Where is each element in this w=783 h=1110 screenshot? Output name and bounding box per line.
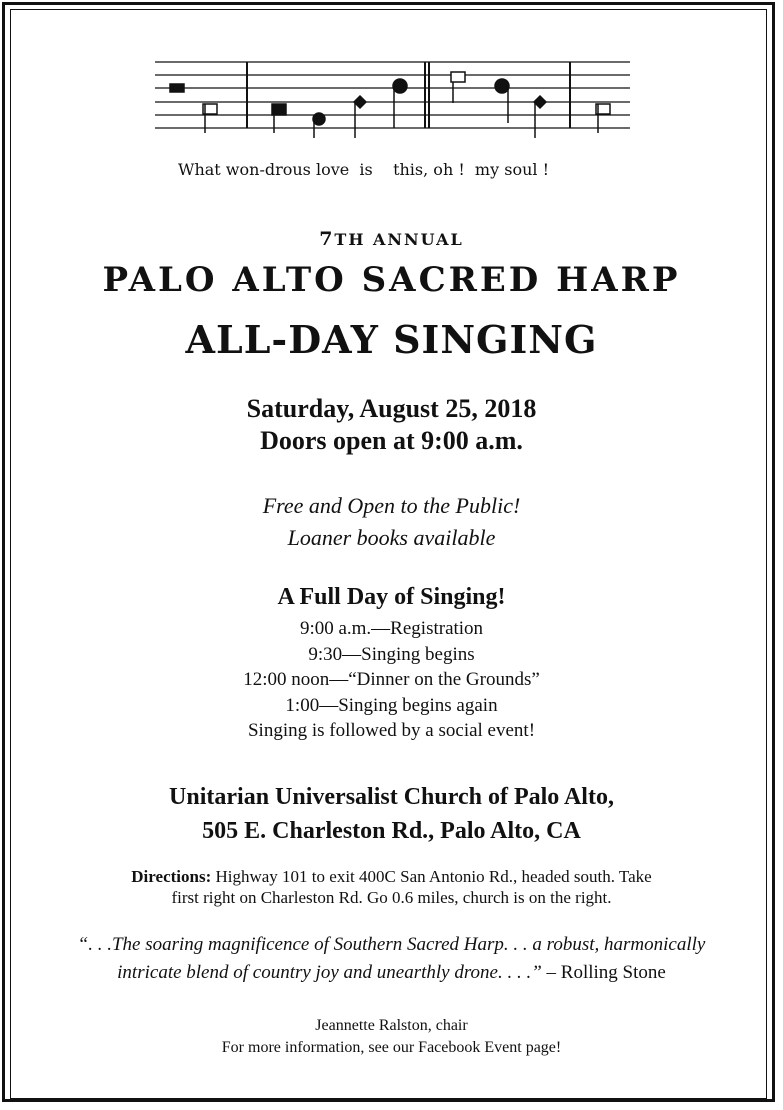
- schedule-item: 1:00—Singing begins again: [285, 694, 498, 716]
- music-lyrics: What won-drous love is this, oh ! my soul !: [178, 160, 550, 179]
- music-staff-illustration: [155, 58, 630, 138]
- more-info: For more information, see our Facebook Event page!: [221, 1039, 562, 1056]
- venue-block: [0, 780, 783, 848]
- footer-block: [0, 1015, 783, 1059]
- schedule-item: 12:00 noon—“Dinner on the Grounds”: [243, 669, 540, 690]
- press-quote: [20, 931, 763, 987]
- chair-credit: Jeannette Ralston, chair: [315, 1017, 468, 1034]
- schedule-heading: A Full Day of Singing!: [277, 584, 506, 610]
- schedule-item: Singing is followed by a social event!: [247, 720, 536, 741]
- annual-label: [0, 228, 783, 250]
- public-notes: [0, 490, 783, 554]
- directions-line-1: Highway 101 to exit 400C San Antonio Rd., headed south. Take: [215, 867, 652, 886]
- venue-address: 505 E. Charleston Rd., Palo Alto, CA: [202, 818, 581, 844]
- event-date-block: [0, 393, 783, 457]
- event-subtitle: ALL-DAY SINGING: [185, 317, 598, 362]
- annual-number: 7: [319, 228, 335, 250]
- directions-label: Directions:: [131, 867, 212, 886]
- event-title: PALO ALTO SACRED HARP: [102, 260, 681, 300]
- event-date: Saturday, August 25, 2018: [246, 394, 537, 423]
- free-open-note: Free and Open to the Public!: [262, 493, 521, 518]
- quote-source: – Rolling Stone: [546, 962, 666, 983]
- doors-open: Doors open at 9:00 a.m.: [260, 426, 523, 455]
- schedule-item: 9:00 a.m.—Registration: [299, 618, 484, 639]
- loaner-books-note: Loaner books available: [287, 525, 496, 550]
- quote-line-1: “. . .The soaring magnificence of Southern Sacred Harp. . . a robust, harmonically: [77, 934, 706, 955]
- venue-name: Unitarian Universalist Church of Palo Alto,: [169, 784, 614, 810]
- directions-block: [40, 866, 743, 908]
- quote-line-2: intricate blend of country joy and unearthly drone. . . .”: [117, 962, 542, 983]
- schedule-item: 9:30—Singing begins: [308, 643, 475, 665]
- schedule-list: [0, 616, 783, 744]
- directions-line-2: first right on Charleston Rd. Go 0.6 miles, church is on the right.: [171, 888, 612, 907]
- annual-suffix: TH ANNUAL: [334, 230, 464, 249]
